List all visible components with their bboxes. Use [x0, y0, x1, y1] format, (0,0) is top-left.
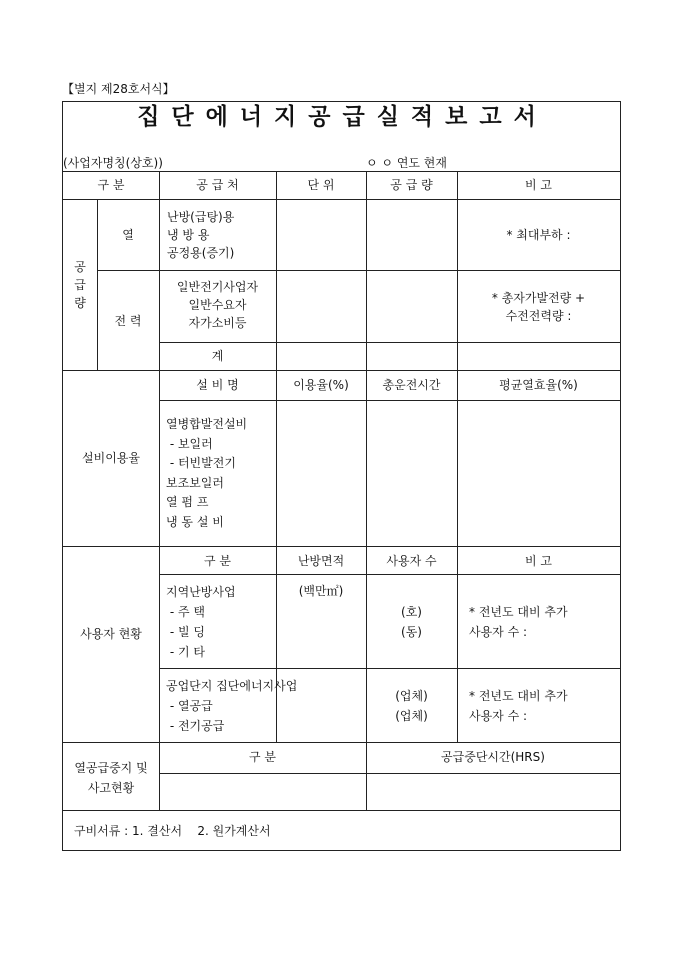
power-remark: * 총자가발전량 + 수전전력량 :	[491, 291, 586, 323]
user-status-label: 사용자 현황	[80, 627, 142, 641]
header-category: 구 분	[97, 178, 125, 192]
facility-items: 열병합발전설비 - 보일러 - 터빈발전기 보조보일러 열 펌 프 냉 동 설 비	[166, 417, 248, 529]
form-label: 【별지 제28호서식】	[62, 82, 175, 96]
header-interruption-hours: 공급중단시간(HRS)	[441, 750, 545, 764]
report-form	[62, 101, 621, 851]
area-unit: (백만㎡)	[298, 584, 344, 598]
industrial-remark: * 전년도 대비 추가 사용자 수 :	[469, 689, 568, 723]
header-heating-area: 난방면적	[297, 554, 345, 568]
heat-label: 열	[122, 228, 134, 242]
header-user-category: 구 분	[204, 554, 231, 568]
header-interruption-category: 구 분	[249, 750, 276, 764]
company-name-label: (사업자명칭(상호))	[63, 156, 163, 170]
form-title: 집단에너지공급실적보고서	[137, 103, 548, 130]
district-heating-items: 지역난방사업 - 주 택 - 빌 딩 - 기 타	[166, 585, 236, 659]
facility-usage-label: 설비이용율	[82, 451, 140, 465]
industrial-count-units: (업체) (업체)	[395, 689, 428, 723]
industrial-complex-items: 공업단지 집단에너지사업 - 열공급 - 전기공급	[166, 679, 298, 733]
total-label: 계	[211, 349, 224, 363]
heat-items: 난방(급탕)용 냉 방 용 공정용(증기)	[167, 210, 235, 260]
district-count-units: (호) (동)	[401, 605, 422, 639]
header-operating-hours: 총운전시간	[382, 378, 441, 392]
header-user-remark: 비 고	[525, 554, 552, 568]
header-avg-efficiency: 평균열효율(%)	[499, 378, 578, 392]
header-user-count: 사용자 수	[386, 554, 437, 568]
required-documents: 구비서류 : 1. 결산서 2. 원가계산서	[74, 824, 271, 838]
header-supplier: 공 급 처	[196, 178, 239, 192]
supply-amount-label: 공 급 량	[74, 260, 86, 310]
heat-remark: * 최대부하 :	[506, 228, 571, 242]
header-usage-rate: 이용율(%)	[293, 378, 349, 392]
header-facility-name: 설 비 명	[196, 378, 239, 392]
header-unit: 단 위	[307, 178, 335, 192]
district-remark: * 전년도 대비 추가 사용자 수 :	[469, 605, 568, 639]
header-remark: 비 고	[525, 178, 552, 192]
interruption-label: 열공급중지 및 사고현황	[74, 761, 148, 795]
power-items: 일반전기사업자 일반수요자 자가소비등	[176, 280, 259, 330]
report-year-label: ㅇ ㅇ 연도 현재	[366, 156, 447, 170]
header-amount: 공 급 량	[390, 178, 433, 192]
power-label: 전 력	[114, 314, 142, 328]
